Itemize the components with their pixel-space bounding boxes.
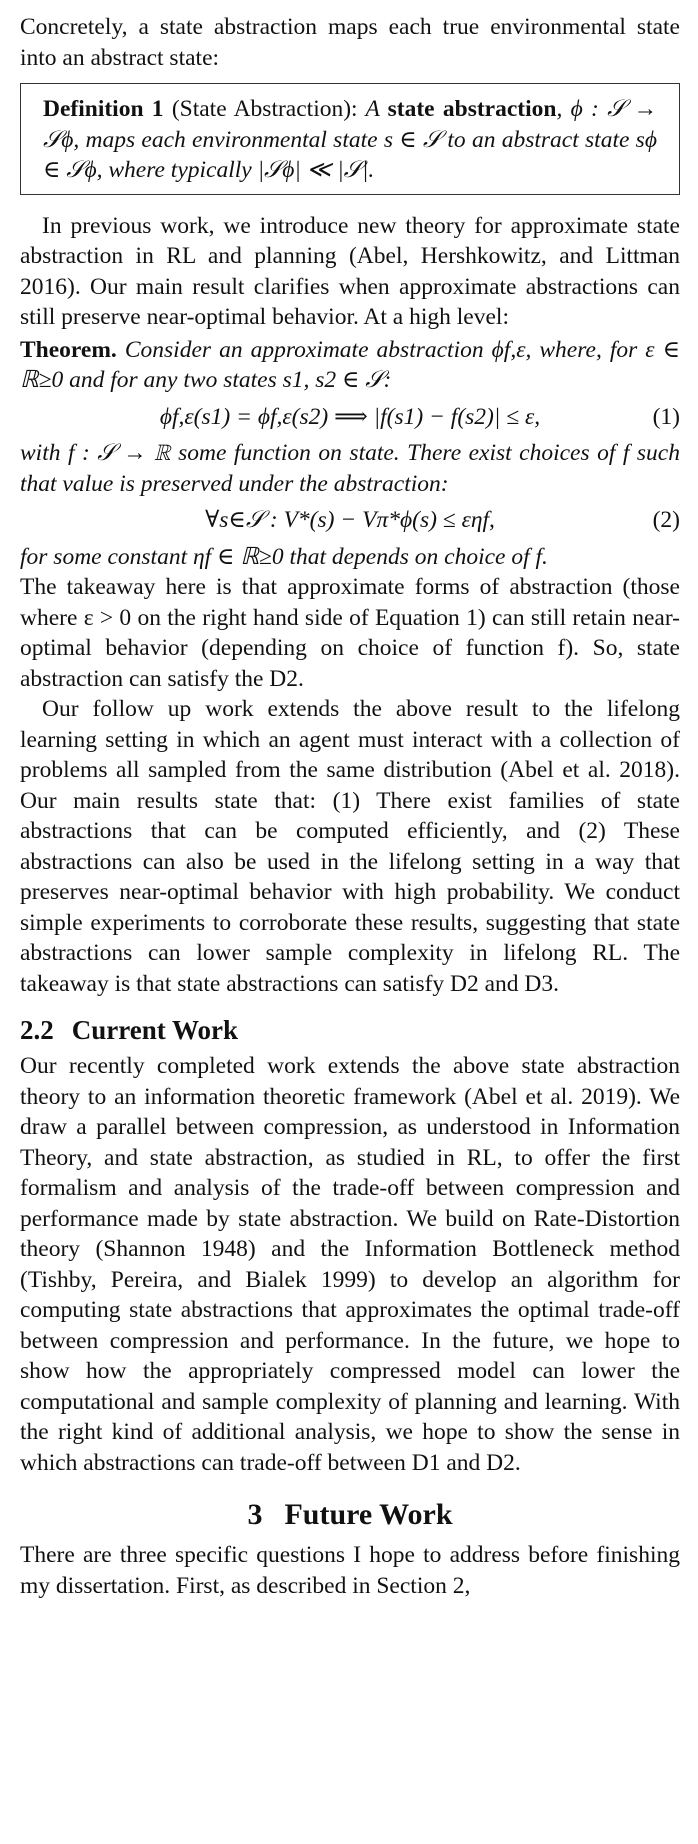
equation-2-math: ∀s∈𝒮 : V*(s) − Vπ*ϕ(s) ≤ εηf, <box>205 507 495 533</box>
section-current-number: 2.2 <box>20 1015 54 1045</box>
section-future-heading <box>20 1496 680 1534</box>
definition-keyword: state abstraction <box>387 96 557 122</box>
section-future-number: 3 <box>247 1498 263 1531</box>
equation-1 <box>20 402 680 433</box>
theorem-mid: with f : 𝒮 → ℝ some function on state. There exist choices of f such that value is preserved under the abstraction: <box>20 440 680 497</box>
definition-lead: A <box>365 96 380 122</box>
equation-1-number: (1) <box>652 403 680 430</box>
equation-2 <box>20 505 680 536</box>
section-current-title: Current Work <box>71 1015 239 1045</box>
theorem-block <box>20 335 680 573</box>
intro-paragraph: Concretely, a state abstraction maps each true environmental state into an abstract state: <box>20 14 680 71</box>
definition-head: Definition 1 <box>43 96 164 122</box>
definition-box <box>20 83 680 195</box>
equation-2-number: (2) <box>652 507 680 533</box>
takeaway-paragraph: The takeaway here is that approximate forms of abstraction (those where ε > 0 on the right hand side of Equation 1) can still retain near-optimal behavior (depending on choice of function f). So, state abstraction can satisfy the D2. <box>20 574 680 692</box>
theorem-tail: for some constant ηf ∈ ℝ≥0 that depends on choice of f. <box>20 543 548 570</box>
equation-1-math: ϕf,ε(s1) = ϕf,ε(s2) ⟹ |f(s1) − f(s2)| ≤ ε, <box>159 403 541 430</box>
definition-paren: (State Abstraction): <box>171 96 358 122</box>
followup-paragraph: Our follow up work extends the above result to the lifelong learning setting in which an agent must interact with a collection of problems all sampled from the same distribution (Abel et al. 2018). Our main results state that: (1) There exist families of state abstractions that can be computed efficiently, and (2) These abstractions can also be used in the lifelong setting in a way that preserves near-optimal behavior with high probability. We conduct simple experiments to corroborate these results, suggesting that state abstractions can lower sample complexity in lifelong RL. The takeaway is that state abstractions can satisfy D2 and D3. <box>20 696 680 997</box>
section-future-title: Future Work <box>284 1498 453 1531</box>
future-work-paragraph: There are three specific questions I hope to address before finishing my dissertation. First, as described in Section 2, <box>20 1542 680 1599</box>
paper-page <box>20 12 680 1601</box>
definition-body: , ϕ : 𝒮 → 𝒮ϕ, maps each environmental state s ∈ 𝒮 to an abstract state sϕ ∈ 𝒮ϕ, where typically |𝒮ϕ| ≪ |𝒮|. <box>43 96 658 183</box>
theorem-head: Theorem. <box>20 336 117 363</box>
theorem-body: Consider an approximate abstraction ϕf,ε, where, for ε ∈ ℝ≥0 and for any two states s1, s2 ∈ 𝒮: <box>20 336 680 393</box>
section-current-heading <box>20 1013 680 1047</box>
current-work-paragraph: Our recently completed work extends the above state abstraction theory to an information theoretic framework (Abel et al. 2019). We draw a parallel between compression, as understood in Information Theory, and state abstraction, as studied in RL, to offer the first formalism and analysis of the trade-off between compression and performance made by state abstraction. We build on Rate-Distortion theory (Shannon 1948) and the Information Bottleneck method (Tishby, Pereira, and Bialek 1999) to develop an algorithm for computing state abstractions that approximates the optimal trade-off between compression and performance. In the future, we hope to show how the appropriately compressed model can lower the computational and sample complexity of planning and learning. With the right kind of additional analysis, we hope to show the sense in which abstractions can trade-off between D1 and D2. <box>20 1053 680 1476</box>
previous-work-paragraph: In previous work, we introduce new theory for approximate state abstraction in RL and planning (Abel, Hershkowitz, and Littman 2016). Our main result clarifies when approximate abstractions can still preserve near-optimal behavior. At a high level: <box>20 212 680 330</box>
